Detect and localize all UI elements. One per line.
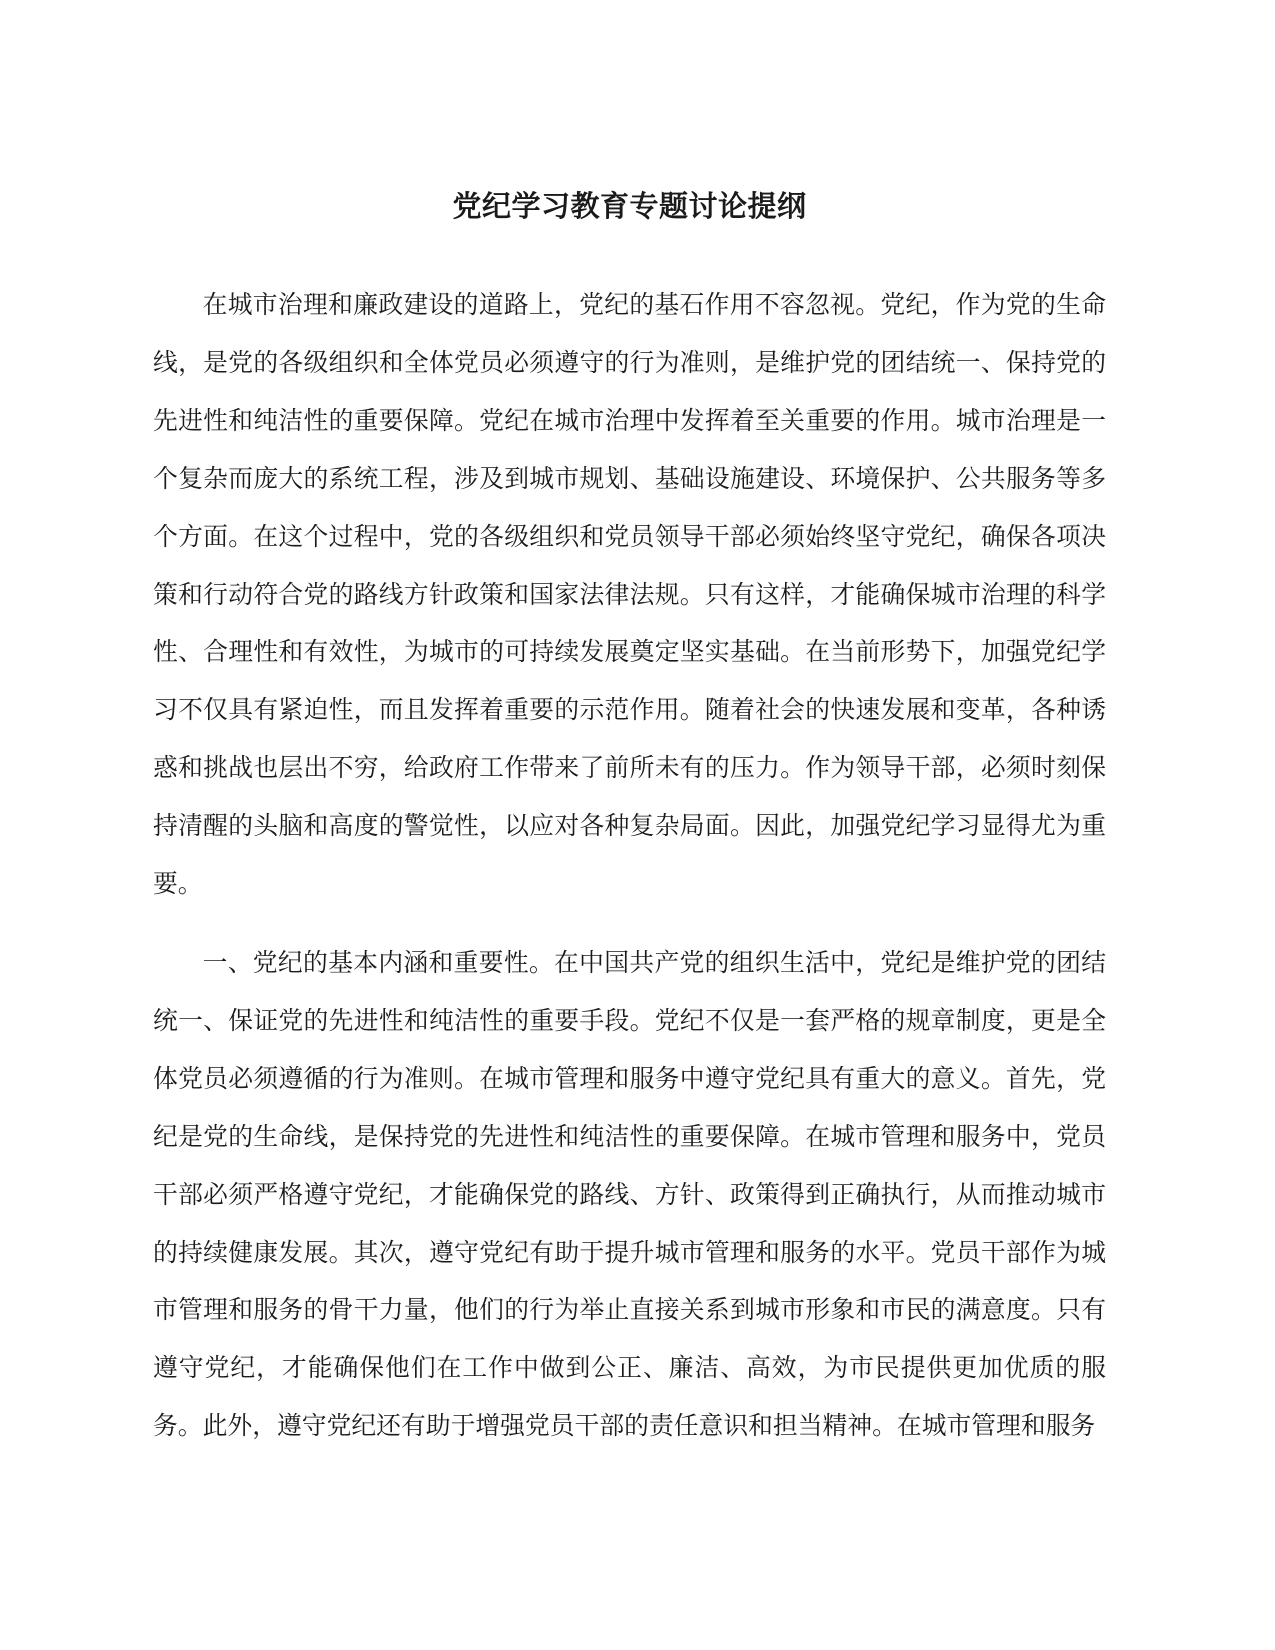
body-paragraph-section-1: 一、党纪的基本内涵和重要性。在中国共产党的组织生活中，党纪是维护党的团结统一、保证党的先进性和纯洁性的重要手段。党纪不仅是一套严格的规章制度，更是全体党员必须遵循的行为准则。在城市管理和服务中遵守党纪具有重大的意义。首先，党纪是党的生命线，是保持党的先进性和纯洁性的重要保障。在城市管理和服务中，党员干部必须严格遵守党纪，才能确保党的路线、方针、政策得到正确执行，从而推动城市的持续健康发展。其次，遵守党纪有助于提升城市管理和服务的水平。党员干部作为城市管理和服务的骨干力量，他们的行为举止直接关系到城市形象和市民的满意度。只有遵守党纪，才能确保他们在工作中做到公正、廉洁、高效，为市民提供更加优质的服务。此外，遵守党纪还有助于增强党员干部的责任意识和担当精神。在城市管理和服务 xyxy=(153,947,1106,1441)
document-page xyxy=(153,186,1106,1455)
document-title: 党纪学习教育专题讨论提纲 xyxy=(452,189,807,223)
body-paragraph-intro: 在城市治理和廉政建设的道路上，党纪的基石作用不容忽视。党纪，作为党的生命线，是党的各级组织和全体党员必须遵守的行为准则，是维护党的团结统一、保持党的先进性和纯洁性的重要保障。党纪在城市治理中发挥着至关重要的作用。城市治理是一个复杂而庞大的系统工程，涉及到城市规划、基础设施建设、环境保护、公共服务等多个方面。在这个过程中，党的各级组织和党员领导干部必须始终坚守党纪，确保各项决策和行动符合党的路线方针政策和国家法律法规。只有这样，才能确保城市治理的科学性、合理性和有效性，为城市的可持续发展奠定坚实基础。在当前形势下，加强党纪学习不仅具有紧迫性，而且发挥着重要的示范作用。随着社会的快速发展和变革，各种诱惑和挑战也层出不穷，给政府工作带来了前所未有的压力。作为领导干部，必须时刻保持清醒的头脑和高度的警觉性，以应对各种复杂局面。因此，加强党纪学习显得尤为重要。 xyxy=(153,290,1106,899)
